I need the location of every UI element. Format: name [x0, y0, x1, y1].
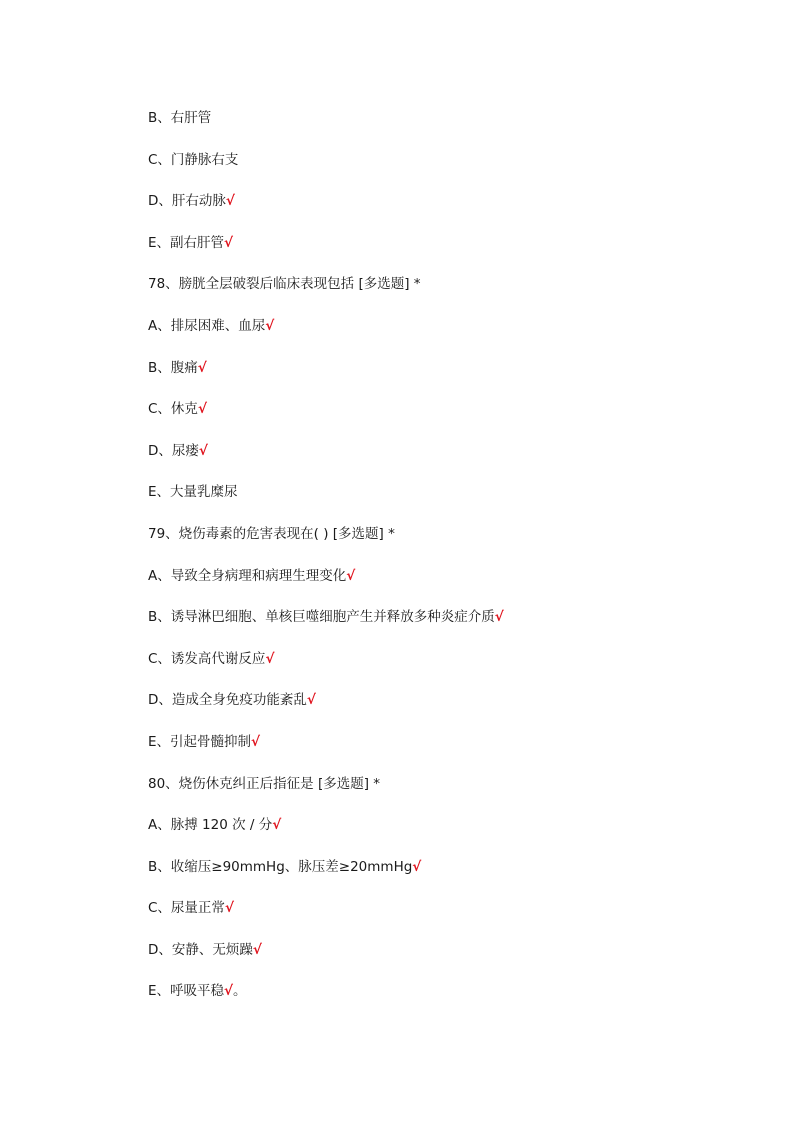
line-text: E、呼吸平稳: [148, 983, 225, 1000]
q78-option-d: [148, 439, 748, 481]
question-80: [148, 772, 748, 814]
q80-option-c: [148, 896, 748, 938]
question-78: [148, 272, 748, 314]
question-text: 78、膀胱全层破裂后临床表现包括 [多选题] *: [148, 276, 421, 293]
line-text: D、尿瘘: [148, 442, 199, 459]
line-text: E、大量乳糜尿: [148, 484, 238, 501]
check-mark-icon: √: [224, 983, 234, 1000]
question-list: [148, 106, 748, 1021]
option-c-portal-vein: [148, 148, 748, 190]
check-mark-icon: √: [494, 609, 504, 626]
question-79: [148, 522, 748, 564]
line-text: C、尿量正常: [148, 900, 225, 917]
line-text: C、休克: [148, 401, 198, 418]
check-mark-icon: √: [225, 193, 235, 210]
q79-option-e: [148, 730, 748, 772]
q80-option-b: [148, 855, 748, 897]
q78-option-b: [148, 356, 748, 398]
q78-option-e: [148, 480, 748, 522]
line-tail: 。: [233, 983, 247, 1000]
line-text: B、收缩压≥90mmHg、脉压差≥20mmHg: [148, 858, 413, 875]
line-text: D、肝右动脉: [148, 193, 226, 210]
check-mark-icon: √: [252, 941, 262, 958]
check-mark-icon: √: [306, 692, 316, 709]
line-text: D、安静、无烦躁: [148, 941, 253, 958]
q78-option-c: [148, 397, 748, 439]
check-mark-icon: √: [224, 234, 234, 251]
q78-option-a: [148, 314, 748, 356]
check-mark-icon: √: [251, 733, 261, 750]
line-text: A、脉搏 120 次 / 分: [148, 817, 273, 834]
line-text: A、排尿困难、血尿: [148, 317, 266, 334]
q80-option-a: [148, 813, 748, 855]
check-mark-icon: √: [265, 650, 275, 667]
question-text: 79、烧伤毒素的危害表现在( ) [多选题] *: [148, 525, 395, 542]
line-text: B、腹痛: [148, 359, 198, 376]
option-b-right-hepatic-duct: [148, 106, 748, 148]
check-mark-icon: √: [272, 817, 282, 834]
check-mark-icon: √: [265, 317, 275, 334]
line-text: E、引起骨髓抑制: [148, 733, 252, 750]
q80-option-e: [148, 979, 748, 1021]
check-mark-icon: √: [198, 442, 208, 459]
question-text: 80、烧伤休克纠正后指征是 [多选题] *: [148, 775, 381, 792]
line-text: C、诱发高代谢反应: [148, 650, 266, 667]
check-mark-icon: √: [197, 401, 207, 418]
line-text: A、导致全身病理和病理生理变化: [148, 567, 347, 584]
option-d-right-hepatic-artery: [148, 189, 748, 231]
check-mark-icon: √: [197, 359, 207, 376]
option-e-accessory-duct: [148, 231, 748, 273]
line-text: B、诱导淋巴细胞、单核巨噬细胞产生并释放多种炎症介质: [148, 609, 495, 626]
check-mark-icon: √: [224, 900, 234, 917]
line-text: E、副右肝管: [148, 234, 225, 251]
q80-option-d: [148, 938, 748, 980]
check-mark-icon: √: [412, 858, 422, 875]
line-text: B、右肝管: [148, 110, 212, 126]
line-text: D、造成全身免疫功能紊乱: [148, 692, 307, 709]
q79-option-c: [148, 647, 748, 689]
q79-option-a: [148, 564, 748, 606]
q79-option-d: [148, 688, 748, 730]
check-mark-icon: √: [346, 567, 356, 584]
line-text: C、门静脉右支: [148, 151, 239, 168]
q79-option-b: [148, 605, 748, 647]
